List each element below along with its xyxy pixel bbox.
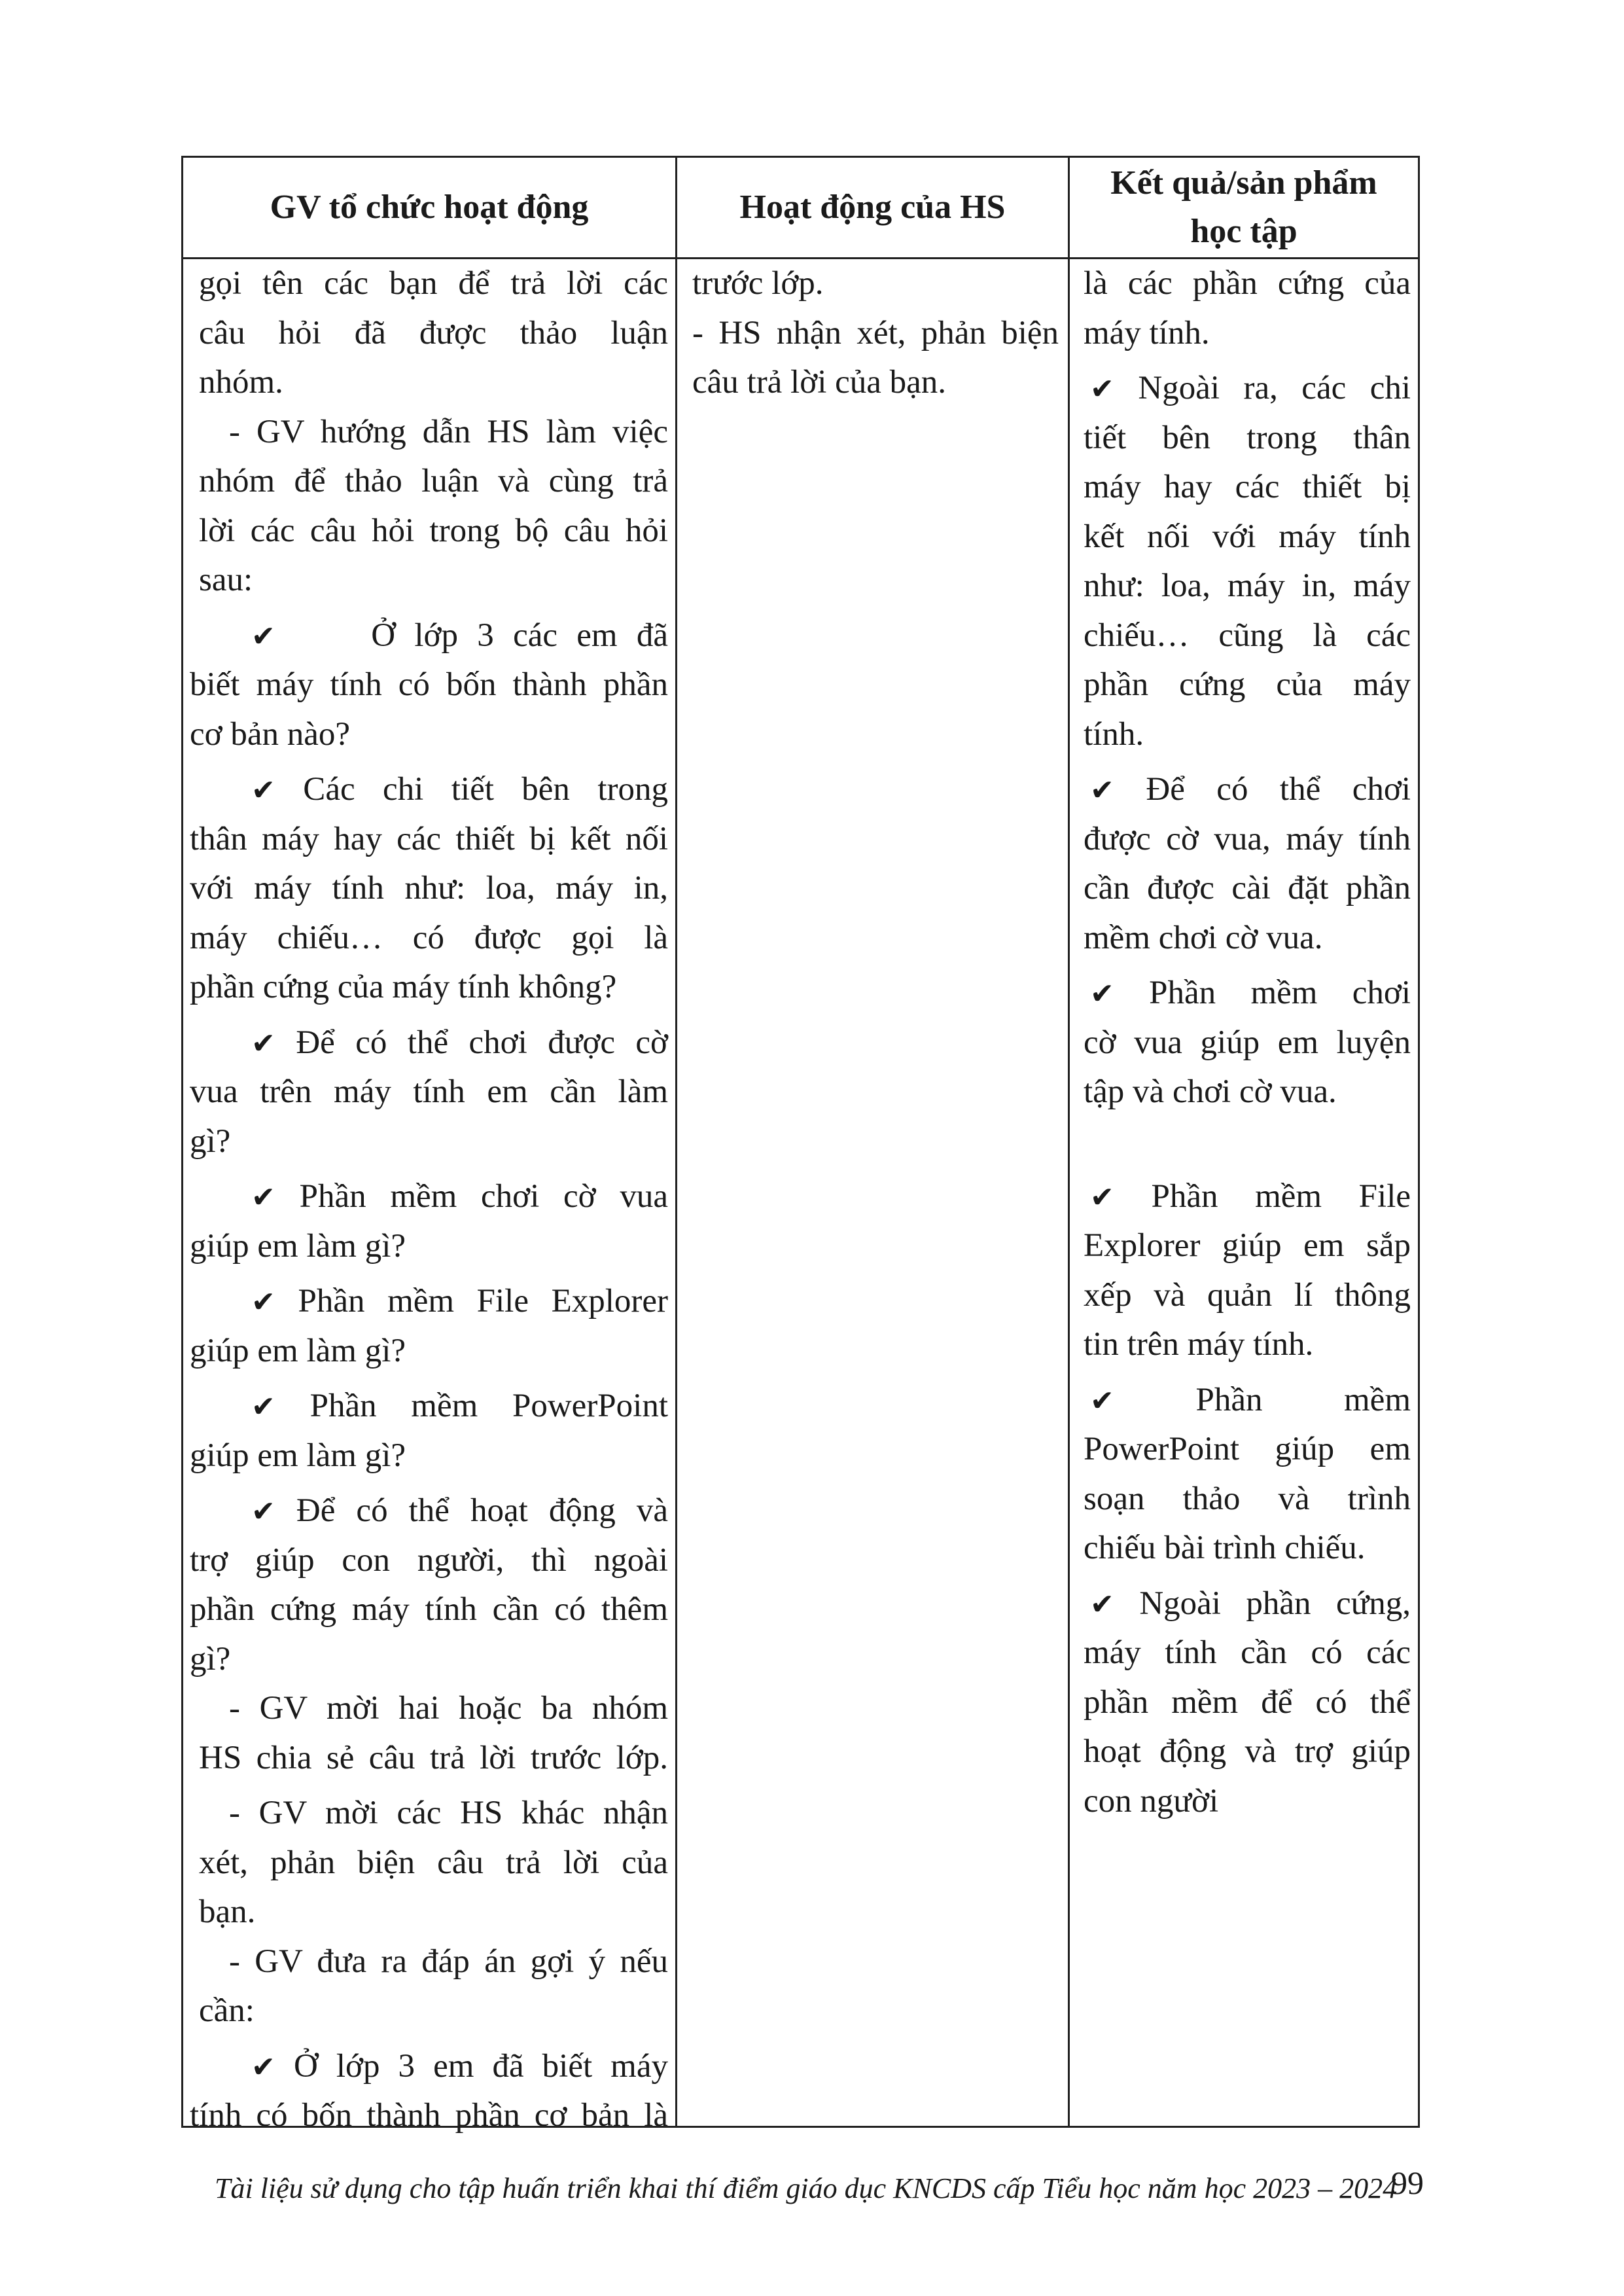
text-line: tiết bên trong thân [1084, 419, 1411, 456]
text-line: nhóm để thảo luận và cùng trả [199, 463, 668, 499]
text-line: con người [1084, 1782, 1219, 1820]
lesson-table [181, 156, 1420, 2134]
text-line: kết nối với máy tính [1084, 518, 1411, 555]
text-line: phần cứng của máy tính không? [190, 969, 617, 1005]
checkmark-icon: ✔ [1090, 977, 1114, 1011]
checklist-item [190, 765, 668, 815]
text-line: bạn. [199, 1893, 256, 1930]
text-line: cơ bản nào? [190, 715, 351, 753]
text-line: - GV mời hai hoặc ba nhóm [229, 1690, 668, 1727]
text-line: Để có thể chơi [1146, 771, 1411, 808]
checklist-item [190, 1382, 668, 1431]
result-column [1084, 259, 1411, 1826]
text-line: cờ vua giúp em luyện [1084, 1024, 1411, 1061]
page-footer: Tài liệu sử dụng cho tập huấn triển khai thí điểm giáo dục KNCDS cấp Tiểu học năm học 2023 – 2024 [215, 2172, 1398, 2204]
checklist-item [1084, 1376, 1411, 1426]
text-line: gì? [190, 1122, 231, 1160]
header-result-line2: học tập [1190, 213, 1297, 250]
text-line: Phần mềm [1195, 1381, 1411, 1418]
text-line: biết máy tính có bốn thành phần [190, 666, 668, 703]
text-line: với máy tính như: loa, máy in, [190, 870, 668, 906]
text-line: Ngoài phần cứng, [1139, 1585, 1411, 1622]
text-line: - GV đưa ra đáp án gợi ý nếu [229, 1943, 668, 1980]
text-line: vua trên máy tính em cần làm [190, 1073, 668, 1110]
text-line: chiếu bài trình chiếu. [1084, 1530, 1366, 1566]
student-activity-column [692, 259, 1059, 408]
text-line: Các chi tiết bên trong [303, 771, 669, 808]
text-line: là các phần cứng của [1084, 265, 1411, 302]
checkmark-icon: ✔ [251, 1026, 275, 1060]
text-line: PowerPoint giúp em [1084, 1431, 1411, 1467]
checklist-item [1084, 364, 1411, 414]
text-line: chiếu… cũng là các [1084, 617, 1411, 654]
checklist-item [190, 2042, 668, 2092]
text-line: mềm chơi cờ vua. [1084, 919, 1323, 956]
text-line: phần mềm để có thể [1084, 1683, 1411, 1721]
text-line: Ở lớp 3 các em đã [371, 617, 668, 654]
text-line: được cờ vua, máy tính [1084, 820, 1411, 857]
text-line: soạn thảo và trình [1084, 1480, 1411, 1517]
checkmark-icon: ✔ [251, 774, 275, 807]
column-divider [1068, 158, 1070, 2126]
checkmark-icon: ✔ [251, 2050, 275, 2084]
text-line: máy tính. [1084, 314, 1210, 351]
checklist-item [190, 1018, 668, 1068]
text-line: cần: [199, 1992, 255, 2029]
checkmark-icon: ✔ [251, 1181, 275, 1214]
text-line: - GV mời các HS khác nhận [229, 1795, 668, 1831]
text-line: sau: [199, 562, 253, 598]
checkmark-icon: ✔ [251, 1495, 275, 1528]
checklist-item [190, 1277, 668, 1327]
text-line: tính. [1084, 715, 1144, 753]
header-result [1070, 158, 1418, 257]
text-line: tin trên máy tính. [1084, 1326, 1314, 1363]
checkmark-icon: ✔ [251, 1285, 275, 1319]
header-student-activity: Hoạt động của HS [739, 188, 1006, 226]
text-line: Ở lớp 3 em đã biết máy [293, 2047, 668, 2085]
checklist-item [190, 1172, 668, 1222]
text-line: máy chiếu… có được gọi là [190, 919, 668, 956]
text-line: hoạt động và trợ giúp [1084, 1733, 1411, 1770]
checklist-item [190, 611, 668, 661]
checklist-item [190, 1486, 668, 1536]
text-line: giúp em làm gì? [190, 1437, 406, 1474]
checklist-item [1084, 969, 1411, 1018]
page-number: 99 [1391, 2164, 1424, 2201]
text-line: như: loa, máy in, máy [1084, 567, 1411, 604]
text-line: gì? [190, 1640, 231, 1677]
checkmark-icon: ✔ [1090, 372, 1114, 406]
text-line: Để có thể hoạt động và [296, 1492, 668, 1529]
text-line: Phần mềm PowerPoint [309, 1388, 669, 1424]
header-result-line1: Kết quả/sản phẩm [1110, 164, 1377, 202]
text-line: máy hay các thiết bị [1084, 469, 1411, 505]
checklist-item [1084, 1172, 1411, 1222]
text-line: cần được cài đặt phần [1084, 870, 1411, 906]
text-line: thân máy hay các thiết bị kết nối [190, 820, 668, 857]
checkmark-icon: ✔ [1090, 774, 1114, 807]
text-line: giúp em làm gì? [190, 1227, 406, 1265]
text-line: Phần mềm File Explorer [298, 1283, 668, 1319]
text-line: câu trả lời của bạn. [692, 364, 947, 401]
text-line: tập và chơi cờ vua. [1084, 1073, 1337, 1110]
text-line: HS chia sẻ câu trả lời trước lớp. [199, 1739, 668, 1776]
text-line: Phần mềm File [1151, 1177, 1411, 1215]
text-line: trước lớp. [692, 265, 824, 302]
checklist-item [1084, 765, 1411, 815]
text-line: xét, phản biện câu trả lời của [199, 1844, 668, 1881]
text-line: xếp và quản lí thông [1084, 1276, 1411, 1314]
text-line: - HS nhận xét, phản biện [692, 314, 1059, 351]
text-line: tính có bốn thành phần cơ bản là [190, 2097, 668, 2134]
header-teacher-activity: GV tổ chức hoạt động [270, 188, 589, 226]
text-line: câu hỏi đã được thảo luận [199, 314, 668, 351]
checkmark-icon: ✔ [1090, 1587, 1114, 1621]
text-line: máy tính cần có các [1084, 1634, 1411, 1671]
checkmark-icon: ✔ [1090, 1384, 1114, 1418]
teacher-activity-column [190, 259, 668, 2141]
text-line: giúp em làm gì? [190, 1332, 406, 1369]
text-line: phần cứng máy tính cần có thêm [190, 1591, 668, 1628]
text-line: nhóm. [199, 364, 283, 401]
text-line: - GV hướng dẫn HS làm việc [229, 413, 668, 450]
column-divider [675, 158, 677, 2126]
text-line: gọi tên các bạn để trả lời các [199, 265, 668, 302]
text-line: Explorer giúp em sắp [1084, 1227, 1411, 1264]
text-line: trợ giúp con người, thì ngoài [190, 1541, 668, 1579]
text-line: phần cứng của máy [1084, 666, 1411, 703]
checkmark-icon: ✔ [251, 619, 275, 653]
checkmark-icon: ✔ [1090, 1180, 1114, 1214]
text-line: lời các câu hỏi trong bộ câu hỏi [199, 512, 668, 549]
text-line: Ngoài ra, các chi [1138, 370, 1411, 406]
text-line: Phần mềm chơi [1149, 975, 1411, 1011]
text-line: Để có thể chơi được cờ [296, 1024, 668, 1061]
checklist-item [1084, 1579, 1411, 1629]
text-line: Phần mềm chơi cờ vua [299, 1178, 669, 1215]
checkmark-icon: ✔ [251, 1390, 275, 1424]
